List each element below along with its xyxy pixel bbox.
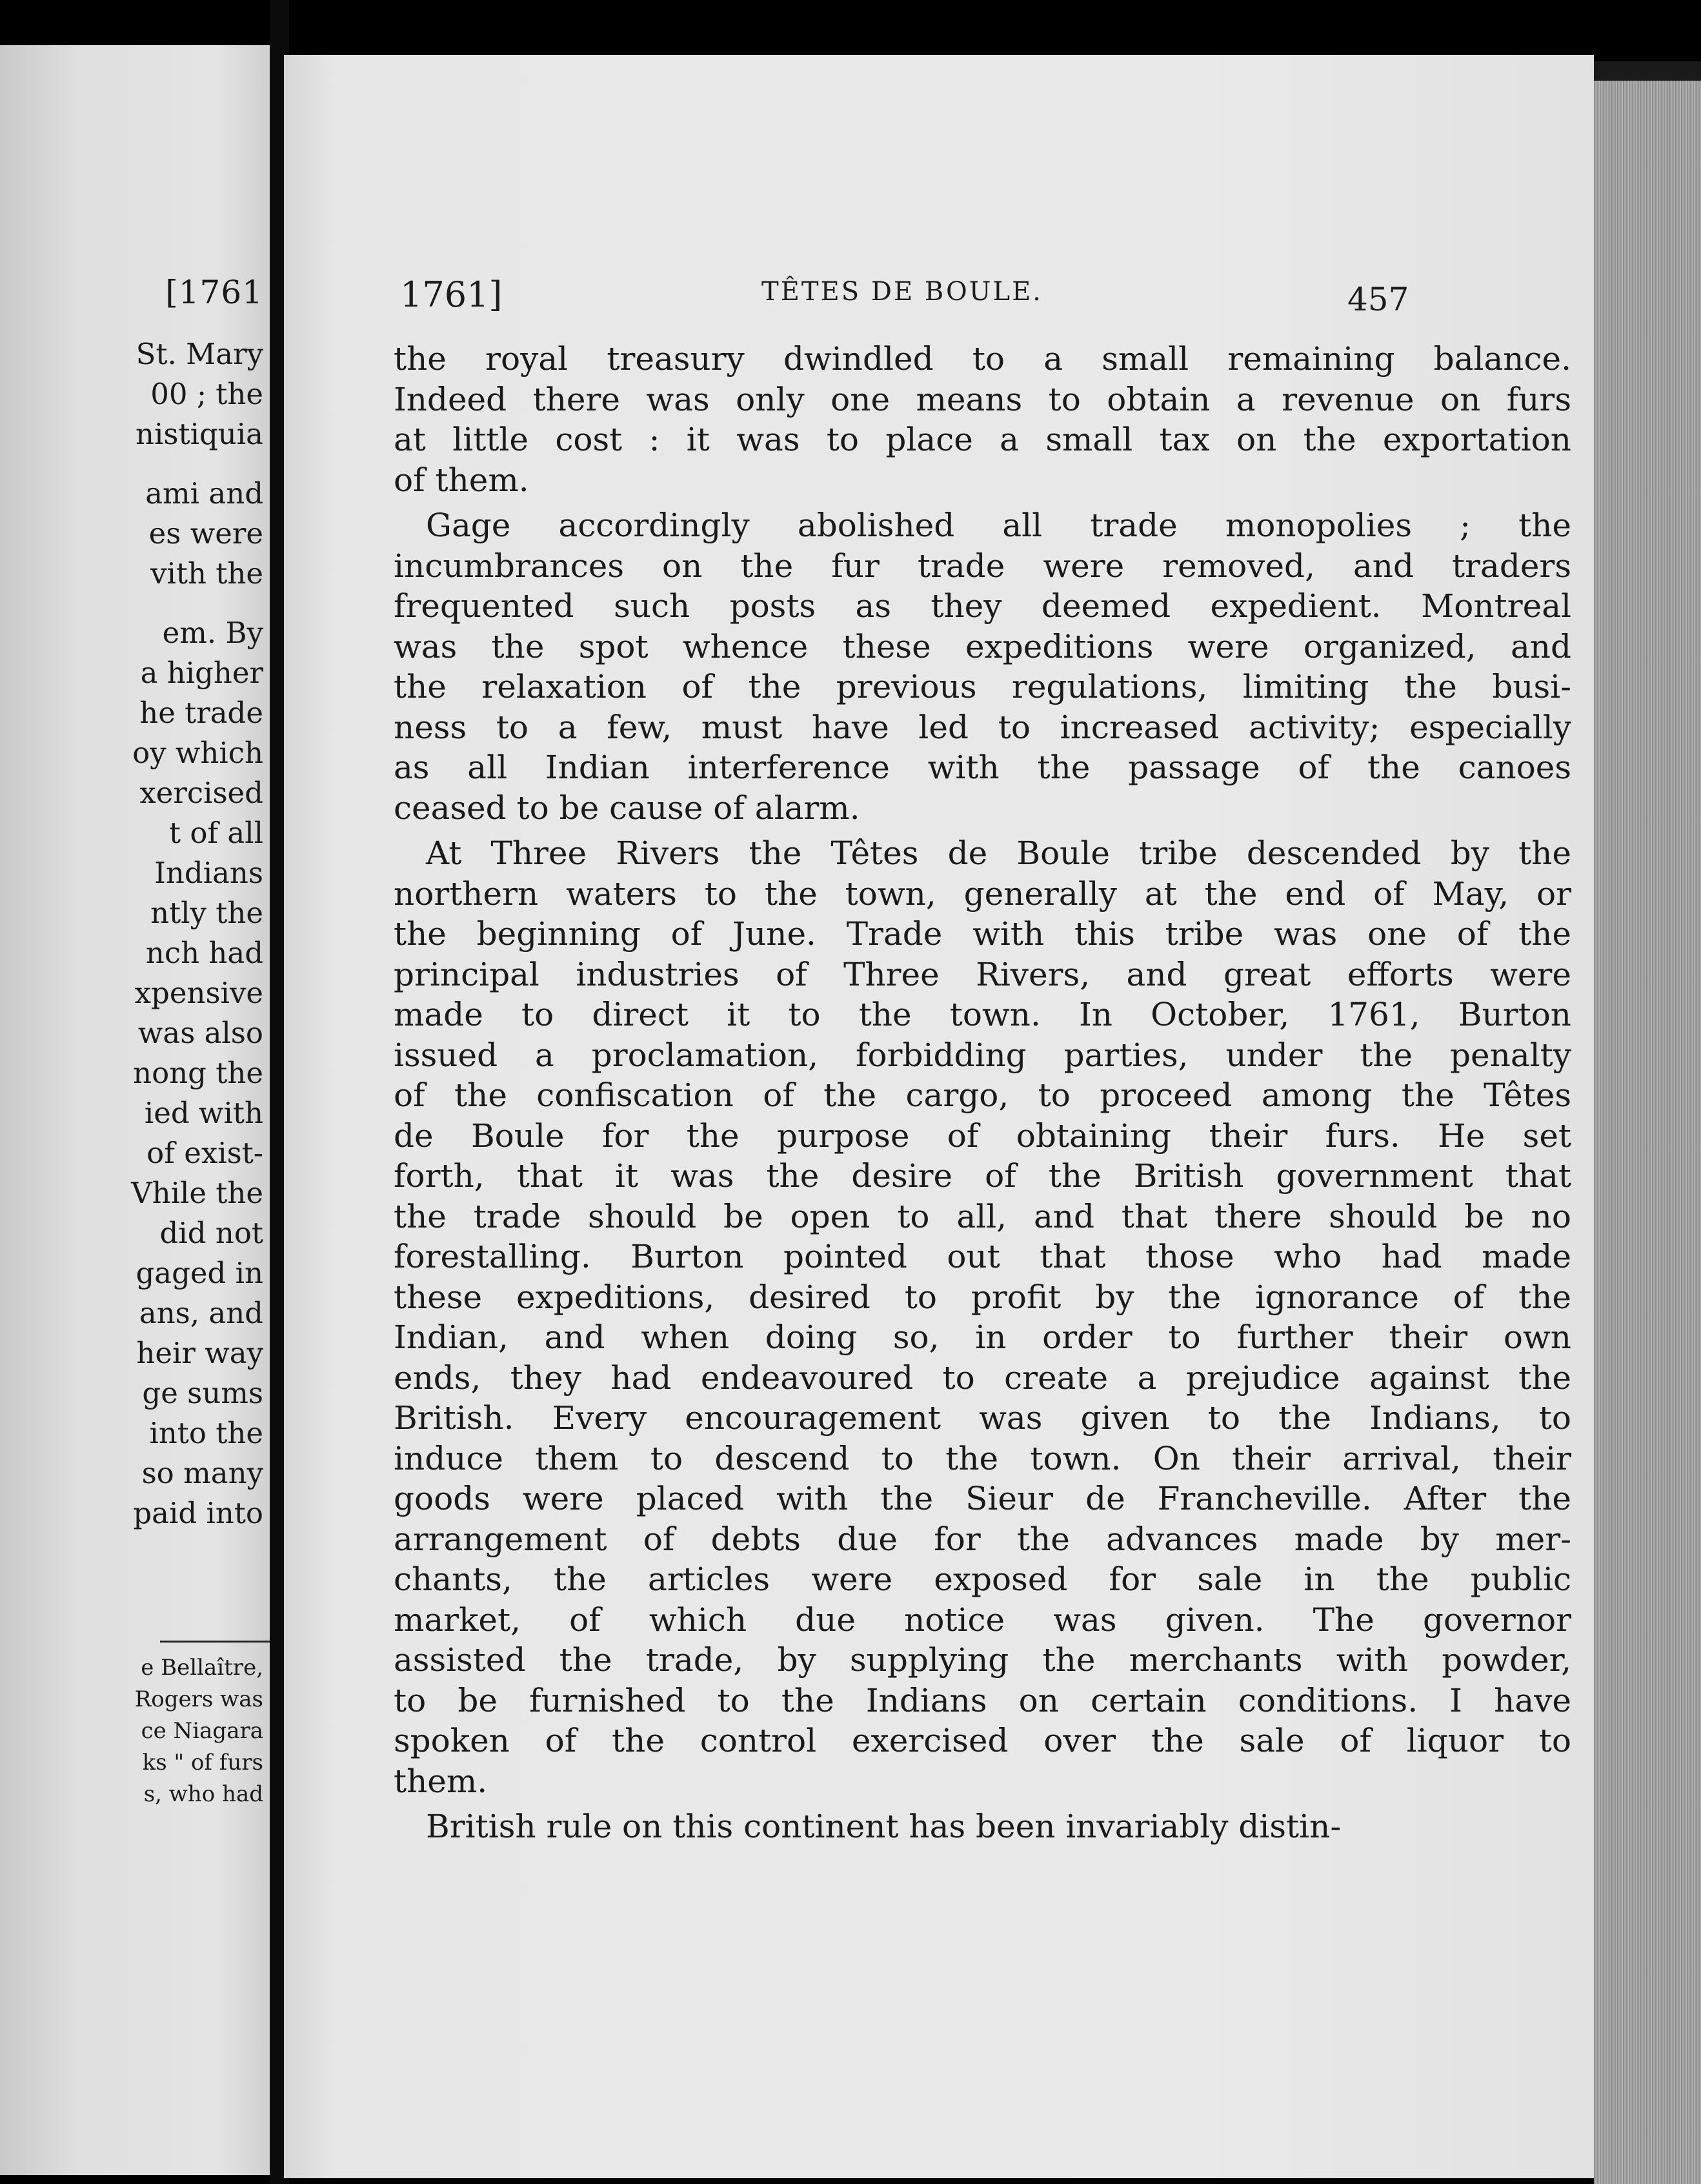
text-line: de Boule for the purpose of obtaining their furs. He set <box>394 1117 1571 1155</box>
text-line: issued a proclamation, forbidding parties, under the penalty <box>394 1036 1571 1074</box>
left-page-line: ied with <box>144 1096 263 1130</box>
left-page-text <box>5 334 263 1533</box>
left-page-line: Indians <box>154 856 263 890</box>
text-line: British. Every encouragement was given to the Indians, to <box>394 1399 1571 1437</box>
paragraph <box>394 1806 1571 1847</box>
text-line: Gage accordingly abolished all trade monopolies ; the <box>426 507 1571 544</box>
paragraph <box>394 339 1571 500</box>
text-line: British rule on this continent has been invariably distin- <box>426 1808 1342 1845</box>
text-line: principal industries of Three Rivers, and great efforts were <box>394 955 1571 993</box>
text-line: northern waters to the town, generally at the end of May, or <box>394 875 1571 913</box>
left-page-line: ntly the <box>150 896 263 930</box>
page-edges <box>1594 61 1701 2184</box>
main-page <box>284 55 1594 2178</box>
left-page-line: es were <box>148 516 263 551</box>
text-line: goods were placed with the Sieur de Francheville. After the <box>394 1480 1571 1517</box>
left-page-footnote-line: ce Niagara <box>141 1718 263 1744</box>
text-line: Indeed there was only one means to obtain a revenue on furs <box>394 380 1571 418</box>
text-line: of the confiscation of the cargo, to proceed among the Têtes <box>394 1077 1571 1114</box>
text-line: arrangement of debts due for the advances made by mer- <box>394 1520 1571 1558</box>
left-page-line: paid into <box>133 1496 263 1530</box>
text-line: ceased to be cause of alarm. <box>394 789 860 827</box>
left-page-line: 00 ; the <box>150 377 263 411</box>
running-head-year: 1761] <box>400 274 503 315</box>
text-line: frequented such posts as they deemed expedient. Montreal <box>394 587 1571 625</box>
text-line: them. <box>394 1762 488 1800</box>
left-page-line: xpensive <box>134 976 263 1010</box>
text-line: ends, they had endeavoured to create a prejudice against the <box>394 1359 1571 1397</box>
text-line: spoken of the control exercised over the sale of liquor to <box>394 1722 1571 1759</box>
left-page-line: t of all <box>168 816 263 850</box>
left-page-line: into the <box>149 1416 263 1450</box>
left-page-footnote-line: e Bellaître, <box>141 1655 263 1681</box>
page-number: 457 <box>1347 281 1409 318</box>
text-line: the relaxation of the previous regulations, limiting the busi- <box>394 668 1571 705</box>
text-line: At Three Rivers the Têtes de Boule tribe descended by the <box>426 834 1571 872</box>
body-text <box>394 339 1571 1852</box>
left-page-line: nistiquia <box>136 417 263 451</box>
text-line: the royal treasury dwindled to a small remaining balance. <box>394 340 1571 378</box>
paragraph <box>394 505 1571 828</box>
left-page-line: oy which <box>132 736 263 770</box>
text-line: market, of which due notice was given. The governor <box>394 1601 1571 1639</box>
text-line: forestalling. Burton pointed out that those who had made <box>394 1238 1571 1275</box>
text-line: chants, the articles were exposed for sale in the public <box>394 1561 1571 1598</box>
left-page-line: he trade <box>139 696 263 730</box>
running-head <box>400 274 1575 319</box>
left-page-line: ans, and <box>139 1296 263 1330</box>
left-page-line: St. Mary <box>136 337 263 371</box>
left-page-paragraph-gap <box>5 454 263 474</box>
text-line: to be furnished to the Indians on certain conditions. I have <box>394 1681 1571 1719</box>
left-page-footnote-rule <box>160 1641 270 1643</box>
left-page-line: a higher <box>140 656 263 690</box>
left-page-line: heir way <box>136 1336 263 1370</box>
text-line: ness to a few, must have led to increased activity; especially <box>394 708 1571 746</box>
text-line: these expeditions, desired to profit by the ignorance of the <box>394 1278 1571 1316</box>
text-line: of them. <box>394 461 529 499</box>
left-page-line: em. By <box>162 616 263 650</box>
left-page-footnote-line: s, who had <box>143 1781 263 1807</box>
left-page-paragraph-gap <box>5 594 263 613</box>
left-page-footnote-line: Rogers was <box>134 1686 263 1712</box>
text-line: induce them to descend to the town. On their arrival, their <box>394 1439 1571 1477</box>
text-line: was the spot whence these expeditions were organized, and <box>394 627 1571 665</box>
left-page-line: was also <box>137 1016 263 1050</box>
running-head-title: TÊTES DE BOULE. <box>761 277 1043 307</box>
left-page-footnote-line: ks " of furs <box>142 1750 263 1775</box>
text-line: made to direct it to the town. In October, 1761, Burton <box>394 996 1571 1033</box>
left-facing-page <box>0 45 270 2175</box>
text-line: the beginning of June. Trade with this tribe was one of the <box>394 915 1571 953</box>
left-page-footnotes <box>5 1652 263 1810</box>
text-line: forth, that it was the desire of the British government that <box>394 1157 1571 1195</box>
left-page-header: [1761 <box>165 274 263 311</box>
text-line: Indian, and when doing so, in order to further their own <box>394 1319 1571 1356</box>
left-page-line: gaged in <box>136 1256 263 1290</box>
left-page-line: vith the <box>150 556 263 591</box>
left-page-line: ami and <box>145 476 263 511</box>
left-page-line: nch had <box>145 936 263 970</box>
left-page-line: ge sums <box>142 1376 263 1410</box>
text-line: at little cost : it was to place a small tax on the exportation <box>394 421 1571 458</box>
left-page-line: of exist- <box>146 1136 263 1170</box>
page-edges-shadow <box>1594 61 1701 81</box>
left-page-line: xercised <box>139 776 263 810</box>
text-line: the trade should be open to all, and that there should be no <box>394 1197 1571 1235</box>
text-line: as all Indian interference with the passage of the canoes <box>394 749 1571 786</box>
text-line: incumbrances on the fur trade were removed, and traders <box>394 547 1571 585</box>
left-page-line: nong the <box>133 1056 263 1090</box>
left-page-line: so many <box>141 1456 263 1490</box>
text-line: assisted the trade, by supplying the merchants with powder, <box>394 1641 1571 1679</box>
left-page-line: did not <box>159 1216 263 1250</box>
paragraph <box>394 833 1571 1801</box>
left-page-line: Vhile the <box>131 1176 263 1210</box>
